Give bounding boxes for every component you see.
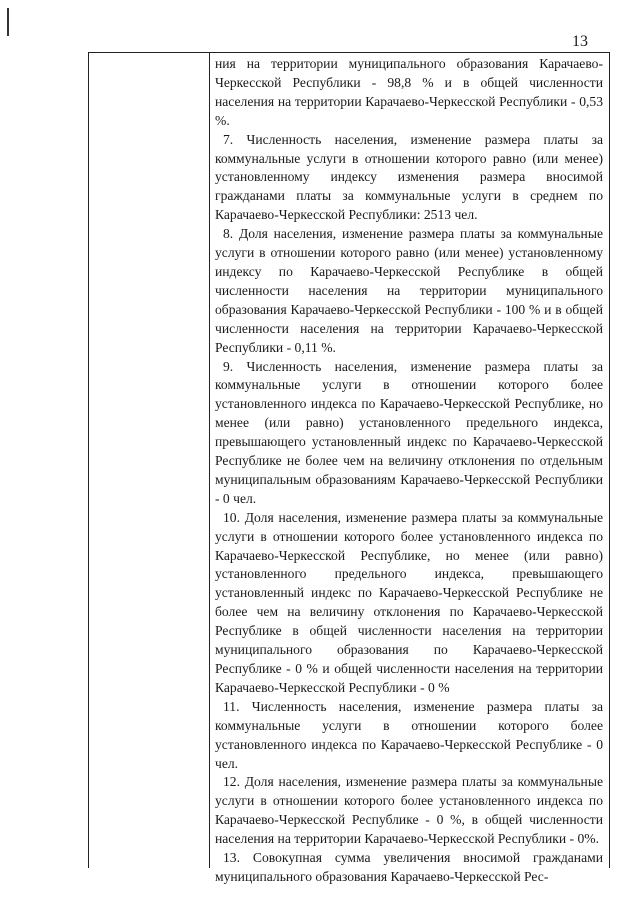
paragraph-item-13: 13. Совокупная сумма увеличения вносимой гражданами муниципального образования Карачаево-Черкесской Рес- [215,850,603,884]
paragraph-continuation: ния на территории муниципального образования Карачаево-Черкесской Республики - 98,8 % и в общей численности населения на территории Карачаево-Черкесской Республики - 0,53 %. [215,56,603,128]
paragraph-item-7: 7. Численность населения, изменение размера платы за коммунальные услуги в отношении которого равно (или менее) установленному индексу изменения размера вносимой гражданами платы за коммунальные услуги в среднем по Карачаево-Черкесской Республики: 2513 чел. [215,131,603,223]
paragraph-item-12: 12. Доля населения, изменение размера платы за коммунальные услуги в отношении которого более установленного индекса по Карачаево-Черкесской Республике - 0 %, в общей численности населения на территории Карачаево-Черкесской Республики - 0%. [215,774,603,847]
page-number: 13 [572,33,588,50]
paragraph-item-8: 8. Доля населения, изменение размера платы за коммунальные услуги в отношении которого равно (или менее) установленному индексу по Карачаево-Черкесской Республике в общей численности населения на территории муниципального образования Карачаево-Черкесской Республики - 100 % и в общей численности населения на территории Карачаево-Черкесской Республики - 0,11 %. [215,226,603,355]
margin-mark [7,8,9,36]
column-divider [209,53,210,868]
text-cell [215,55,603,887]
paragraph-item-9: 9. Численность населения, изменение размера платы за коммунальные услуги в отношении которого более установленного индекса по Карачаево-Черкесской Республике, но менее (или равно) установленного предельного индекса, превышающего установленный индекс по Карачаево-Черкесской Республике не более чем на величину отклонения по отдельным муниципальным образованиям Карачаево-Черкесской Республики - 0 чел. [215,358,603,506]
paragraph-item-10: 10. Доля населения, изменение размера платы за коммунальные услуги в отношении которого более установленного индекса по Карачаево-Черкесской Республике, но менее (или равно) установленного предельного индекса, превышающего установленный индекс по Карачаево-Черкесской Республике не более чем на величину отклонения по Карачаево-Черкесской Республике в общей численности населения на территории муниципального образования по Карачаево-Черкесской Республике - 0 % и общей численности населения на территории Карачаево-Черкесской Республики - 0 % [215,509,603,695]
paragraph-item-11: 11. Численность населения, изменение размера платы за коммунальные услуги в отношении которого более установленного индекса по Карачаево-Черкесской Республике - 0 чел. [215,698,603,771]
document-table [88,52,610,884]
